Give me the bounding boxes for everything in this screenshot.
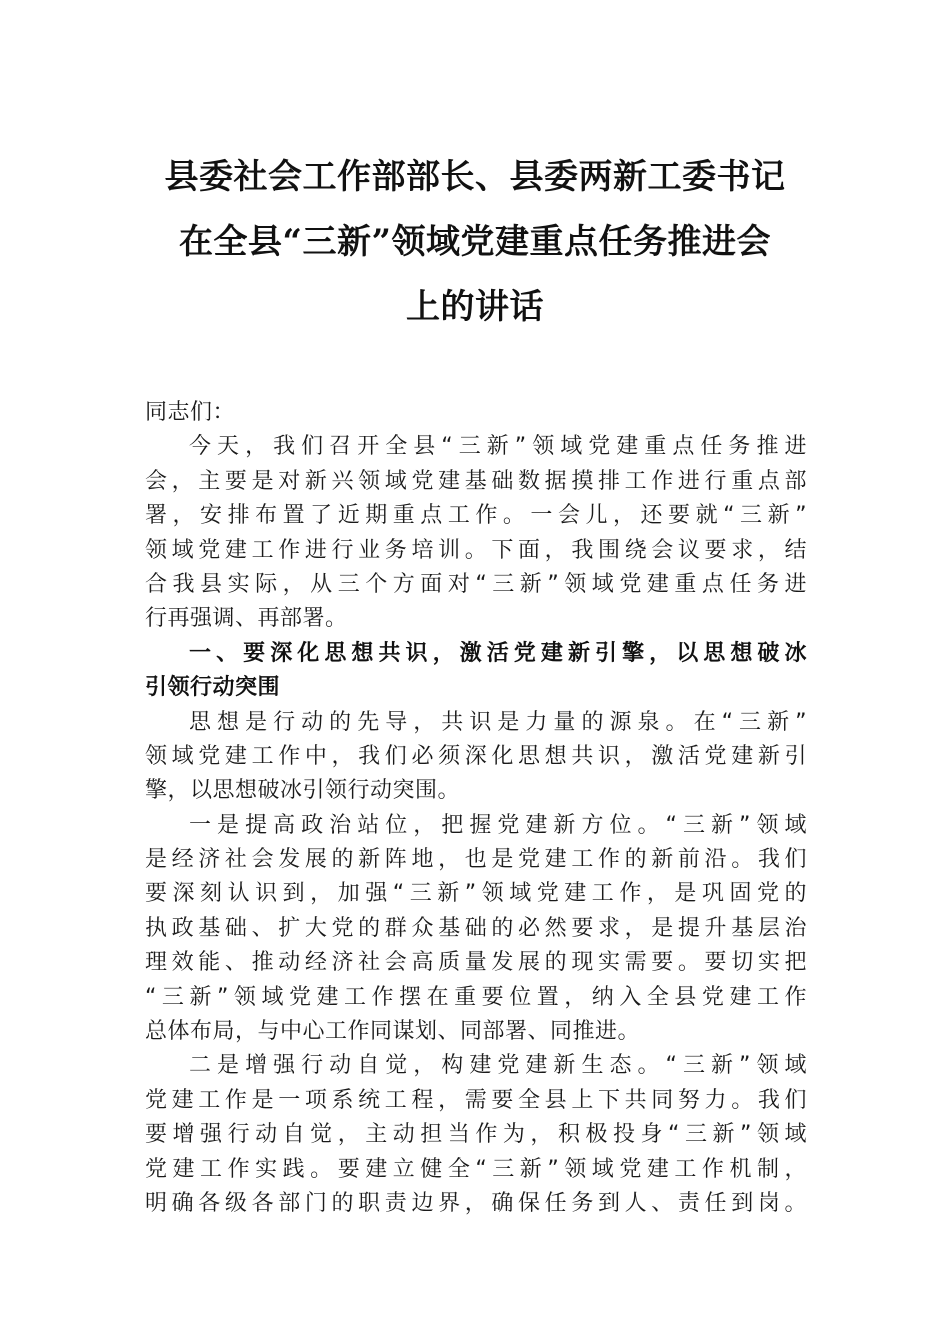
paragraph-line: 党建工作实践。要建立健全“三新”领域党建工作机制， [145, 1156, 807, 1182]
document-body [145, 398, 807, 1223]
title-line: 上的讲话 [406, 287, 544, 327]
paragraph-line: 今天，我们召开全县“三新”领域党建重点任务推进 [189, 434, 807, 460]
document-title [120, 156, 830, 351]
paragraph-line: “三新”领域党建工作摆在重要位置，纳入全县党建工作 [145, 984, 807, 1010]
paragraph-line: 是经济社会发展的新阵地，也是党建工作的新前沿。我们 [145, 847, 807, 873]
paragraph-line: 合我县实际，从三个方面对“三新”领域党建重点任务进 [145, 571, 807, 597]
paragraph-line: 一是提高政治站位，把握党建新方位。“三新”领域 [189, 812, 807, 838]
section-heading: 一、要深化思想共识，激活党建新引擎，以思想破冰 [189, 640, 807, 666]
paragraph-line: 会，主要是对新兴领域党建基础数据摸排工作进行重点部 [145, 468, 807, 494]
paragraph-line: 执政基础、扩大党的群众基础的必然要求，是提升基层治 [145, 915, 807, 941]
paragraph-line: 理效能、推动经济社会高质量发展的现实需要。要切实把 [145, 950, 807, 976]
paragraph-line: 擎，以思想破冰引领行动突围。 [145, 778, 461, 804]
paragraph-line: 要深刻认识到，加强“三新”领域党建工作，是巩固党的 [145, 881, 807, 907]
paragraph-line: 行再强调、再部署。 [145, 606, 348, 632]
paragraph-line: 明确各级各部门的职责边界，确保任务到人、责任到岗。 [145, 1190, 807, 1216]
paragraph-line: 领域党建工作中，我们必须深化思想共识，激活党建新引 [145, 743, 807, 769]
paragraph-line: 署，安排布置了近期重点工作。一会儿，还要就“三新” [145, 503, 807, 529]
paragraph-line: 党建工作是一项系统工程，需要全县上下共同努力。我们 [145, 1087, 807, 1113]
paragraph-line: 总体布局，与中心工作同谋划、同部署、同推进。 [145, 1019, 641, 1045]
paragraph-line: 要增强行动自觉，主动担当作为，积极投身“三新”领域 [145, 1122, 807, 1148]
title-line: 县委社会工作部部长、县委两新工委书记 [164, 157, 786, 197]
salutation: 同志们： [145, 400, 236, 425]
paragraph-line: 二是增强行动自觉，构建党建新生态。“三新”领域 [189, 1053, 807, 1079]
section-heading: 引领行动突围 [145, 675, 281, 701]
title-line: 在全县“三新”领域党建重点任务推进会 [178, 222, 772, 262]
paragraph-line: 领域党建工作进行业务培训。下面，我围绕会议要求，结 [145, 537, 807, 563]
paragraph-line: 思想是行动的先导，共识是力量的源泉。在“三新” [189, 709, 807, 735]
